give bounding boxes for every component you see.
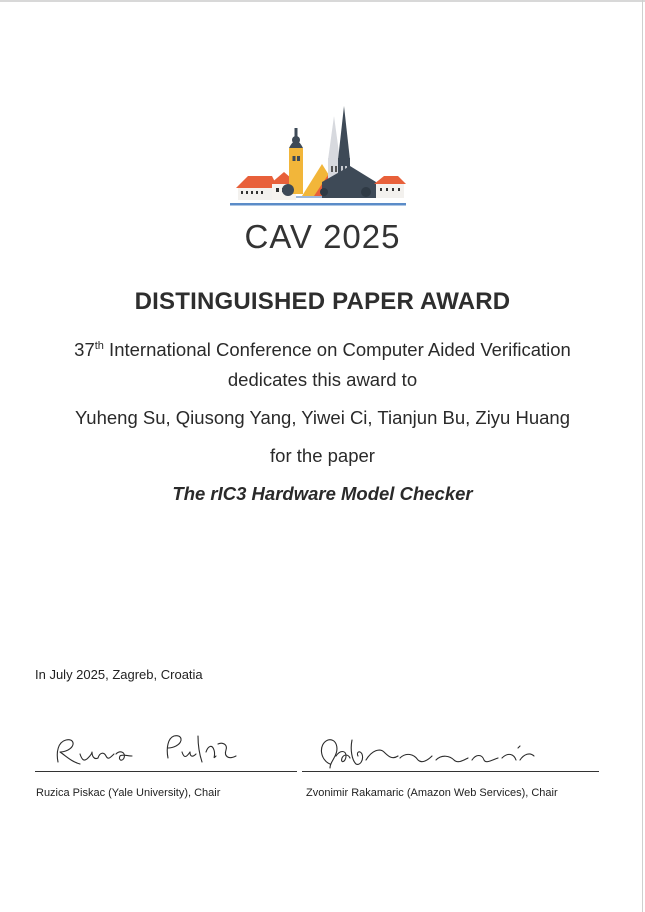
dedication-line: dedicates this award to [227, 369, 418, 390]
conference-full-name: International Conference on Computer Aided Verification [103, 339, 571, 360]
conference-ordinal: 37 [74, 339, 95, 360]
signatory-caption-left: Ruzica Piskac (Yale University), Chair [36, 787, 221, 799]
paper-title: The rIC3 Hardware Model Checker [172, 483, 473, 504]
place-and-date: In July 2025, Zagreb, Croatia [35, 667, 203, 682]
conference-name: CAV 2025 [244, 218, 401, 255]
signature-right [302, 730, 602, 774]
signatory-caption-right: Zvonimir Rakamaric (Amazon Web Services), Chair [306, 787, 558, 799]
signature-left [36, 726, 296, 774]
scan-edge-top [0, 0, 645, 2]
award-title: DISTINGUISHED PAPER AWARD [134, 288, 511, 315]
conference-ordinal-suffix: th [94, 339, 104, 352]
authors-line: Yuheng Su, Qiusong Yang, Yiwei Ci, Tianjun Bu, Ziyu Huang [74, 407, 571, 428]
for-the-paper-line: for the paper [270, 445, 375, 466]
signature-line-left [35, 771, 297, 772]
signature-line-right [302, 771, 599, 772]
zagreb-skyline-logo [226, 100, 412, 212]
conference-line [0, 339, 645, 361]
